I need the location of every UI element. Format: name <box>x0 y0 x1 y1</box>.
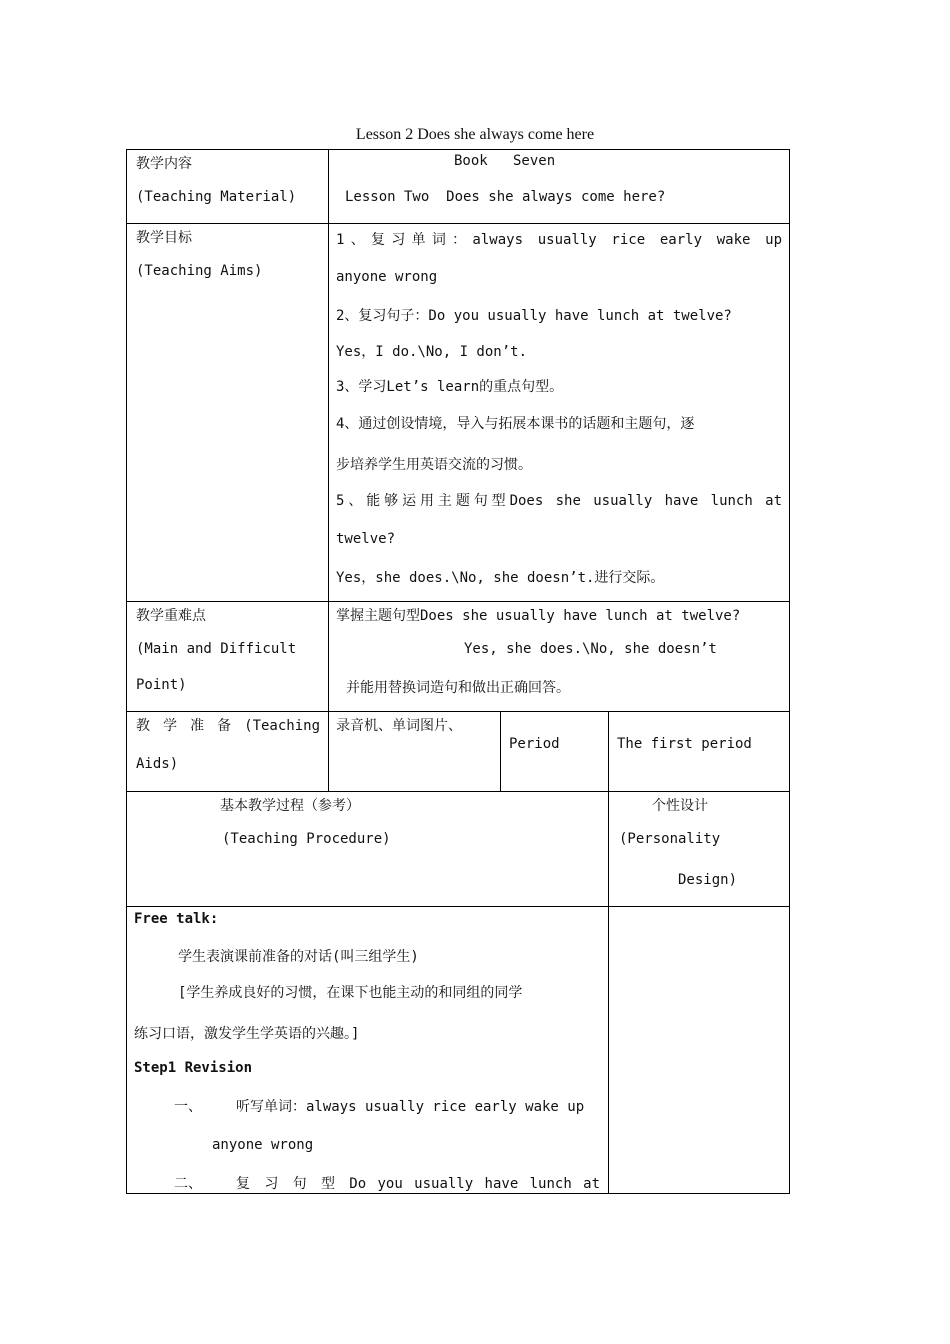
step1-heading: Step1 Revision <box>134 1060 253 1076</box>
aids-value: 录音机、单词图片、 <box>336 718 462 734</box>
free-talk-line-1: 学生表演课前准备的对话(叫三组学生) <box>178 949 419 965</box>
personality-header-cn: 个性设计 <box>652 798 708 814</box>
aims-label-cn: 教学目标 <box>136 230 192 246</box>
document-title: Lesson 2 Does she always come here <box>355 126 595 143</box>
free-talk-line-2: [学生养成良好的习惯，在课下也能主动的和同组的同学 <box>178 985 523 1001</box>
column-divider <box>328 149 329 792</box>
key-points-line-1: 掌握主题句型Does she usually have lunch at twelve? <box>336 608 741 624</box>
procedure-header-en: (Teaching Procedure) <box>222 831 391 847</box>
row-divider <box>126 711 790 712</box>
material-book: Book Seven <box>454 153 556 169</box>
column-divider <box>608 711 609 1194</box>
aims-item-5-cont: twelve? <box>336 531 396 547</box>
period-value: The first period <box>617 736 752 752</box>
table-border-left <box>126 149 127 1194</box>
key-points-line-2: Yes, she does.\No, she doesn’t <box>464 641 717 657</box>
key-points-label-en-cont: Point) <box>136 677 187 693</box>
aims-item-3: 3、学习Let’s learn的重点句型。 <box>336 379 564 395</box>
free-talk-line-3: 练习口语，激发学生学英语的兴趣。] <box>134 1026 360 1042</box>
aims-item-4: 4、通过创设情境，导入与拓展本课书的话题和主题句，逐 <box>336 416 695 432</box>
step1-item-1: 听写单词：always usually rice early wake up <box>236 1099 585 1115</box>
aims-item-2-cont: Yes，I do.\No, I don’t. <box>336 344 528 360</box>
step1-item-1-cont: anyone wrong <box>212 1137 314 1153</box>
aims-item-4-cont: 步培养学生用英语交流的习惯。 <box>336 457 532 473</box>
row-divider <box>126 223 790 224</box>
lesson-plan-table <box>126 149 790 1194</box>
step1-item-2: 复 习 句 型 Do you usually have lunch at <box>236 1176 600 1192</box>
key-points-label-cn: 教学重难点 <box>136 608 206 624</box>
aims-item-2: 2、复习句子：Do you usually have lunch at twelve? <box>336 308 732 324</box>
table-border-top <box>126 149 790 150</box>
aids-label-cont: Aids) <box>136 756 179 772</box>
procedure-header-cn: 基本教学过程（参考） <box>220 798 360 814</box>
free-talk-heading: Free talk: <box>134 911 219 927</box>
row-divider <box>126 791 790 792</box>
personality-header-en-cont: Design) <box>678 872 738 888</box>
key-points-label-en: (Main and Difficult <box>136 641 297 657</box>
key-points-line-3: 并能用替换词造句和做出正确回答。 <box>346 680 570 696</box>
table-border-right <box>789 149 790 1194</box>
row-divider <box>126 906 790 907</box>
material-lesson: Lesson Two Does she always come here? <box>345 189 666 205</box>
step1-item-2-number: 二、 <box>174 1176 202 1192</box>
column-divider <box>500 711 501 792</box>
table-border-bottom <box>126 1193 790 1194</box>
aims-item-5-cont2: Yes，she does.\No, she doesn’t.进行交际。 <box>336 570 665 586</box>
aims-item-1-cont: anyone wrong <box>336 269 438 285</box>
aims-item-5: 5、能够运用主题句型Does she usually have lunch at <box>336 493 782 509</box>
row-divider <box>126 601 790 602</box>
aims-item-1: 1、复习单词：always usually rice early wake up <box>336 232 782 248</box>
personality-header-en: (Personality <box>619 831 721 847</box>
period-label: Period <box>509 736 560 752</box>
aims-label-en: (Teaching Aims) <box>136 263 263 279</box>
material-label-en: (Teaching Material) <box>136 189 297 205</box>
step1-item-1-number: 一、 <box>174 1099 202 1115</box>
material-label-cn: 教学内容 <box>136 156 192 172</box>
aids-label: 教 学 准 备 (Teaching <box>136 718 320 734</box>
